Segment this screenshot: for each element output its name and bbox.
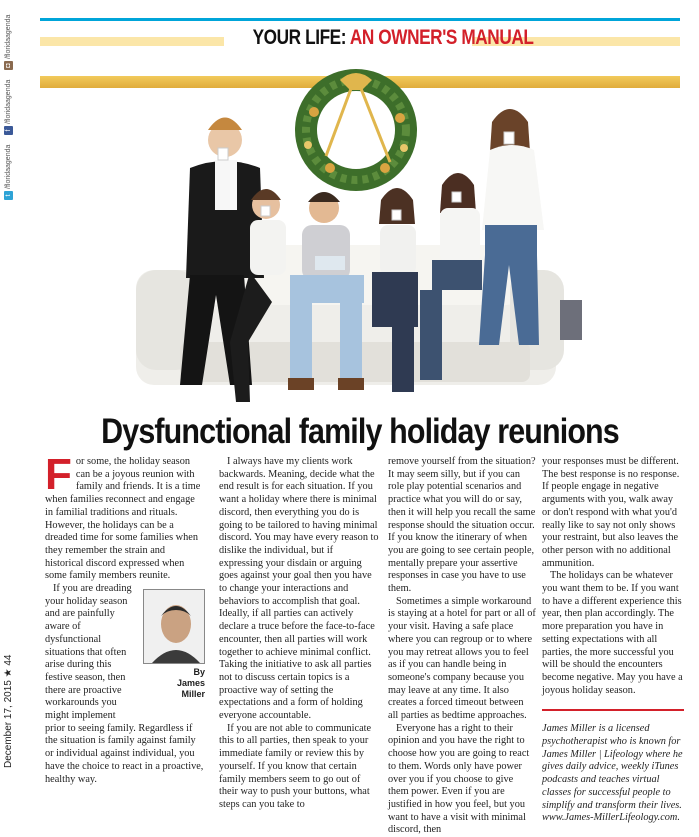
author-photo	[143, 589, 205, 664]
paragraph-9: The holidays can be whatever you want them to be. If you want to have a different experience this year, then plan accordingly. The more preparation you have in setting expectations with all parties, the more successful you will be should the encounters become negative. May you have a joyous holiday season.	[542, 570, 683, 696]
instagram-icon: ◘	[4, 61, 13, 70]
paragraph-4: If you are not able to communicate this to all parties, then speak to your immediate family or review this by yourself. If you know that certain family members seem to go out of their way to push your buttons, what steps can you take to	[219, 722, 372, 810]
paragraph-2: If you are dreading your holiday season and are painfully aware of dysfunctional situations that often arise during this festive season, then there are proactive workarounds you might implement prior to seeing family. Regardless if the situation is family against family or individual against individual, you have the choice to react in a proactive, healthy way.	[45, 583, 204, 785]
paragraph-7: Everyone has a right to their opinion and you have the right to choose how you are going to react to them. Words only have power over you if you choose to give them power. Even if you are justified in how you feel, but you want to have a visit with minimal discord, then	[388, 722, 530, 836]
article-headline: Dysfunctional family holiday reunions	[101, 412, 619, 451]
section-title-part1: YOUR LIFE:	[252, 26, 350, 49]
social-handle-instagram: ◘ /floridaagenda	[4, 15, 13, 70]
wreath-icon	[304, 73, 408, 180]
article-column-2	[219, 456, 379, 812]
section-title	[252, 26, 534, 50]
byline-by: By	[193, 667, 205, 678]
author-bio: James Miller is a licensed psychotherapist who is known for James Miller | Lifeology where he gives daily advice, weekly iTunes podcasts and teaches virtual classes for successful people to simplify and transform their lives. www.James-MillerLifeology.com.	[542, 723, 683, 824]
social-handles	[0, 0, 20, 200]
facebook-icon: f	[4, 126, 13, 135]
person-6	[479, 109, 582, 345]
bio-divider	[542, 709, 684, 711]
header-bar-left	[40, 37, 224, 46]
section-header	[40, 26, 680, 54]
twitter-icon: t	[4, 191, 13, 200]
article-column-4	[542, 456, 684, 825]
social-handle-twitter: t /floridaagenda	[4, 145, 13, 200]
drop-cap: F	[45, 450, 72, 499]
paragraph-3: I always have my clients work backwards. Meaning, decide what the end result is for each situation. If you want a holiday where there is minimal discord, then everything you do is going to be tailored to having minimal discord. You may have every reason to dislike the individual, but if expressing your disdain or arguing goes against your goal then you have to change your interactions and behaviors to accomplish that goal. Ideally, if all parties can actively declare a truce before the face-to-face encounter, then all parties will work together to achieve minimal conflict. Taking the initiative to ask all parties not to discuss certain topics is a proactive way of setting the expectations and a form of holding everyone accountable.	[219, 456, 379, 722]
paragraph-6: Sometimes a simple workaround is staying at a hotel for part or all of your visit. Having a safe place where you can regroup or to where you may retreat allows you to feel as if you can handle being in someone's company because you may leave at any time. It also creates a forced timeout between all parties as bedtime approaches.	[388, 595, 536, 722]
byline	[165, 667, 205, 700]
paragraph-1-text: or some, the holiday season can be a joyous reunion with family and friends. It is a time when families reconnect and engage in familial traditions and rituals. However, the holidays can be a dreaded time for some families when they remember the strain and historical discord expressed when some family members reunite.	[45, 456, 201, 582]
paragraph-5: remove yourself from the situation? It may seem silly, but if you can role play potential scenarios and practice what you will do or say, then it will help you recall the same response should the situation occur. If you know the itinerary of when you are going to see certain people, mentally prepare your assertive responses in case you have to use them.	[388, 456, 536, 595]
section-title-part2: AN OWNER'S MANUAL	[349, 26, 534, 49]
issue-date-page: December 17, 2015 ★ 44	[3, 654, 14, 768]
paragraph-8: your responses must be different. The best response is no response. If people engage in negative arguments with you, walk away or don't respond with what you'd really like to say not only shows your restraint, but also leaves the other person with no additional ammunition.	[542, 456, 680, 569]
social-handle-facebook: f /floridaagenda	[4, 80, 13, 135]
article-column-1	[45, 450, 205, 786]
author-box	[137, 589, 205, 716]
family-photo	[40, 60, 680, 412]
paragraph-1	[45, 450, 205, 583]
top-blue-rule	[40, 18, 680, 21]
byline-author-name: James Miller	[176, 678, 205, 700]
